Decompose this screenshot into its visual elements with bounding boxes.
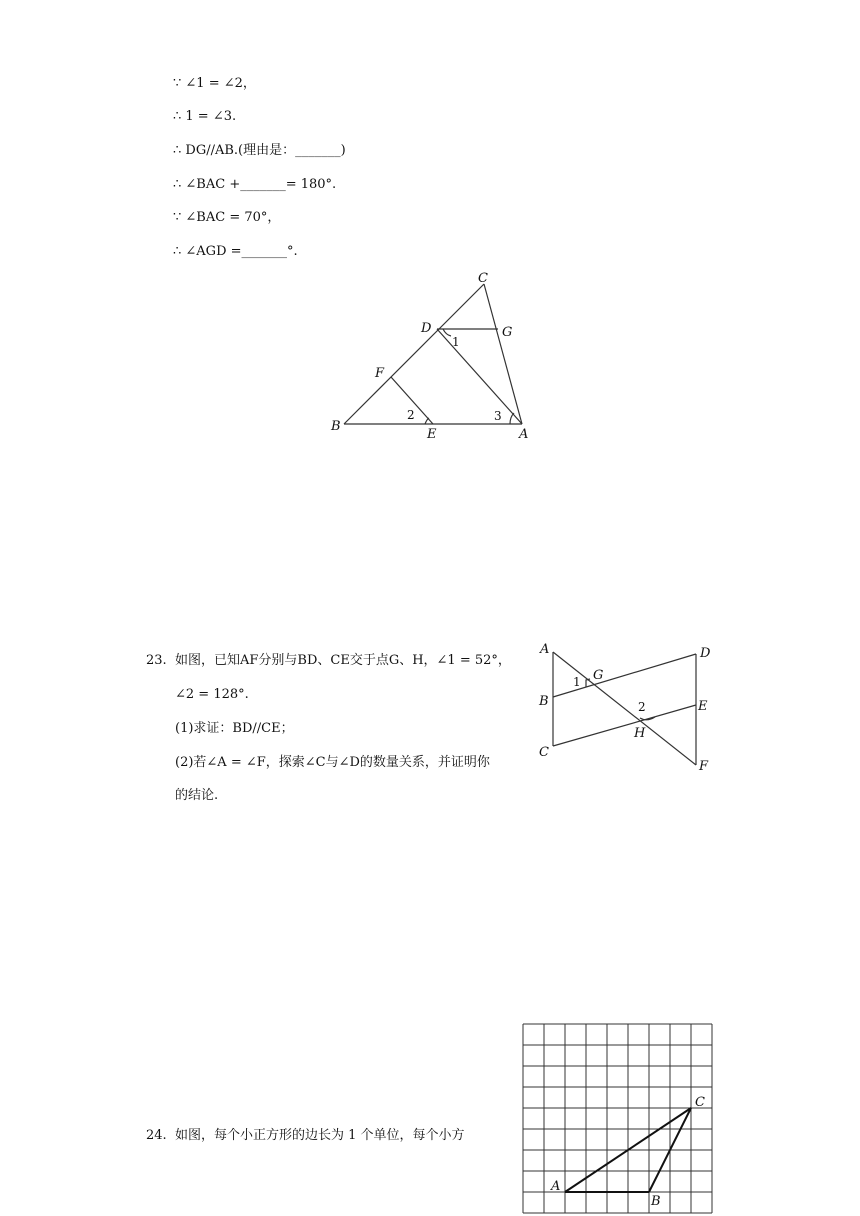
grid-label-B: B	[651, 1194, 661, 1209]
label-B: B	[331, 419, 341, 434]
grid-label-C: C	[695, 1095, 705, 1110]
fig2-label-D: D	[700, 646, 711, 661]
label-A: A	[519, 427, 529, 442]
proof-line-5: ∵ ∠BAC = 70°，	[173, 210, 281, 225]
question-24-line1: 如图，每个小正方形的边长为 1 个单位，每个小方	[175, 1128, 465, 1143]
question-23-line1: 如图，已知AF分别与BD、CE交于点G、H，∠1 = 52°，	[175, 653, 511, 668]
question-24-number: 24.	[146, 1128, 167, 1143]
fig2-label-B: B	[539, 694, 549, 709]
angle-1-label: 1	[452, 335, 460, 349]
fig2-label-E: E	[698, 699, 708, 714]
label-C: C	[478, 271, 488, 286]
label-F: F	[375, 366, 385, 381]
proof-line-4: ∴ ∠BAC +_______= 180°.	[173, 177, 337, 192]
fig2-label-A: A	[540, 642, 550, 657]
question-23-part2: (2)若∠A = ∠F，探索∠C与∠D的数量关系，并证明你	[175, 755, 490, 770]
question-23-number: 23.	[146, 653, 167, 668]
proof-line-6: ∴ ∠AGD =_______°.	[173, 244, 298, 259]
proof-line-3: ∴ DG//AB.(理由是：_______)	[173, 143, 346, 158]
fig2-label-H: H	[634, 726, 646, 741]
fig2-angle-1-label: 1	[573, 675, 581, 689]
question-23-part1: (1)求证：BD//CE；	[175, 721, 294, 736]
label-E: E	[427, 427, 437, 442]
label-D: D	[421, 321, 432, 336]
angle-3-label: 3	[494, 409, 502, 423]
fig2-angle-2-label: 2	[638, 700, 646, 714]
question-23-line2: ∠2 = 128°.	[175, 687, 249, 702]
angle-2-label: 2	[407, 408, 415, 422]
fig2-label-G: G	[593, 668, 604, 683]
proof-line-2: ∴ 1 = ∠3.	[173, 109, 237, 124]
label-G: G	[502, 325, 513, 340]
fig2-label-F: F	[699, 759, 709, 774]
fig2-label-C: C	[539, 745, 549, 760]
grid-label-A: A	[551, 1179, 561, 1194]
proof-line-1: ∵ ∠1 = ∠2，	[173, 76, 256, 91]
question-23-part2-cont: 的结论.	[175, 788, 219, 803]
